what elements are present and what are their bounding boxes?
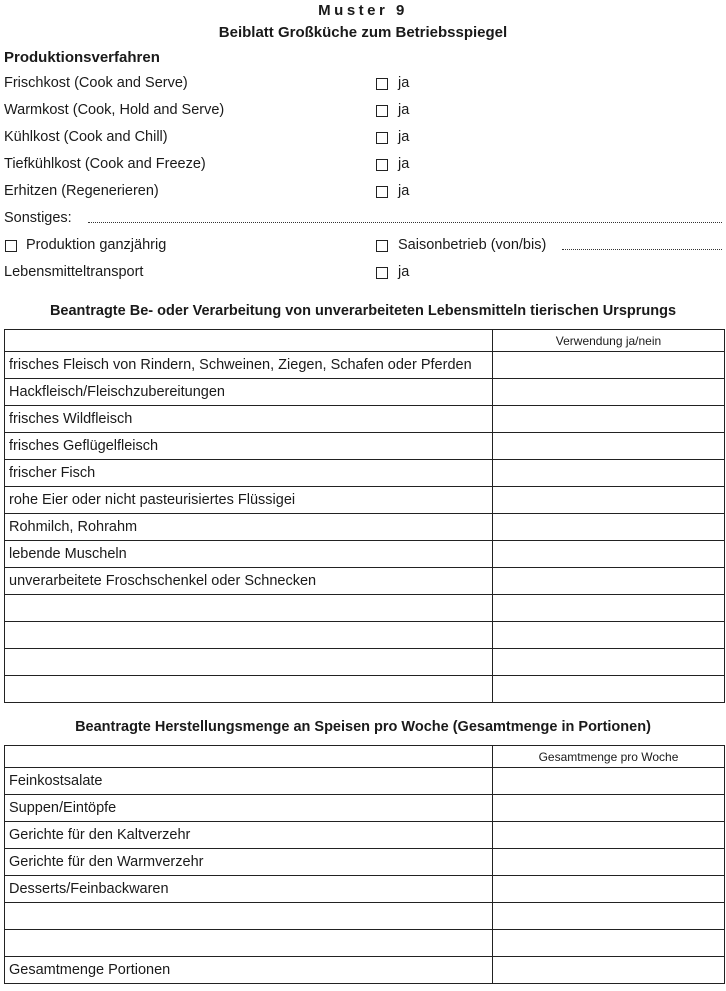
column-header-gesamtmenge: Gesamtmenge pro Woche: [493, 746, 725, 768]
verwendung-cell[interactable]: [493, 568, 725, 595]
option-label-kuehlkost: Kühlkost (Cook and Chill): [4, 129, 168, 145]
blank-label-cell[interactable]: [5, 622, 493, 649]
table-row: [5, 406, 725, 433]
row-label: unverarbeitete Froschschenkel oder Schnecken: [5, 568, 493, 595]
table-row: [5, 795, 725, 822]
row-label: Hackfleisch/Fleischzubereitungen: [5, 379, 493, 406]
ja-label: ja: [398, 156, 410, 172]
ja-label: ja: [398, 102, 410, 118]
row-label: frisches Geflügelfleisch: [5, 433, 493, 460]
row-label: frischer Fisch: [5, 460, 493, 487]
table-row-blank: [5, 595, 725, 622]
quantity-cell[interactable]: [493, 822, 725, 849]
ja-label: ja: [398, 129, 410, 145]
checkbox-frischkost[interactable]: [376, 78, 388, 90]
verwendung-cell[interactable]: [493, 649, 725, 676]
table-row: [5, 379, 725, 406]
weekly-quantity-table: [4, 745, 725, 984]
table-row-blank: [5, 930, 725, 957]
quantity-cell[interactable]: [493, 849, 725, 876]
verwendung-cell[interactable]: [493, 595, 725, 622]
row-label: frisches Wildfleisch: [5, 406, 493, 433]
quantity-cell[interactable]: [493, 930, 725, 957]
total-row: [5, 957, 725, 984]
row-label: Gerichte für den Warmverzehr: [5, 849, 493, 876]
checkbox-tiefkuehlkost[interactable]: [376, 159, 388, 171]
checkbox-ganzjaehrig[interactable]: [5, 240, 17, 252]
ja-label: ja: [398, 264, 410, 280]
table-row: [5, 768, 725, 795]
row-label: rohe Eier oder nicht pasteurisiertes Flüssigei: [5, 487, 493, 514]
row-label: lebende Muscheln: [5, 541, 493, 568]
verwendung-cell[interactable]: [493, 433, 725, 460]
option-label-warmkost: Warmkost (Cook, Hold and Serve): [4, 102, 225, 118]
animal-origin-table: [4, 329, 725, 703]
checkbox-kuehlkost[interactable]: [376, 132, 388, 144]
row-label: Feinkostsalate: [5, 768, 493, 795]
row-label: Desserts/Feinbackwaren: [5, 876, 493, 903]
verwendung-cell[interactable]: [493, 379, 725, 406]
option-label-erhitzen: Erhitzen (Regenerieren): [4, 183, 159, 199]
blank-label-cell[interactable]: [5, 649, 493, 676]
production-heading: Produktionsverfahren: [4, 49, 160, 66]
checkbox-transport[interactable]: [376, 267, 388, 279]
header-blank-cell: [5, 330, 493, 352]
table-row: [5, 568, 725, 595]
verwendung-cell[interactable]: [493, 352, 725, 379]
sonstiges-label: Sonstiges:: [4, 210, 72, 226]
verwendung-cell[interactable]: [493, 622, 725, 649]
form-title: Beiblatt Großküche zum Betriebsspiegel: [218, 24, 508, 41]
table-row: [5, 849, 725, 876]
table2-title: Beantragte Herstellungsmenge an Speisen pro Woche (Gesamtmenge in Portionen): [75, 719, 651, 735]
verwendung-cell[interactable]: [493, 460, 725, 487]
table-row: [5, 514, 725, 541]
option-label-frischkost: Frischkost (Cook and Serve): [4, 75, 188, 91]
table-row-blank: [5, 649, 725, 676]
option-label-tiefkuehlkost: Tiefkühlkost (Cook and Freeze): [4, 156, 206, 172]
ja-label: ja: [398, 75, 410, 91]
quantity-cell[interactable]: [493, 768, 725, 795]
table-row: [5, 822, 725, 849]
table-row-blank: [5, 676, 725, 703]
form-number: Muster 9: [318, 2, 408, 19]
saisonbetrieb-label: Saisonbetrieb (von/bis): [398, 237, 547, 253]
verwendung-cell[interactable]: [493, 541, 725, 568]
quantity-cell[interactable]: [493, 903, 725, 930]
row-label: Suppen/Eintöpfe: [5, 795, 493, 822]
quantity-cell[interactable]: [493, 876, 725, 903]
table-row-blank: [5, 903, 725, 930]
verwendung-cell[interactable]: [493, 487, 725, 514]
table-row: [5, 487, 725, 514]
blank-label-cell[interactable]: [5, 676, 493, 703]
row-label: Rohmilch, Rohrahm: [5, 514, 493, 541]
table-row: [5, 541, 725, 568]
table-header-row: [5, 746, 725, 768]
table-row: [5, 876, 725, 903]
table-row-blank: [5, 622, 725, 649]
verwendung-cell[interactable]: [493, 676, 725, 703]
table-row: [5, 433, 725, 460]
ja-label: ja: [398, 183, 410, 199]
sonstiges-input-line[interactable]: [88, 222, 722, 223]
verwendung-cell[interactable]: [493, 514, 725, 541]
table-row: [5, 460, 725, 487]
table-row: [5, 352, 725, 379]
total-quantity-cell[interactable]: [493, 957, 725, 984]
column-header-verwendung: Verwendung ja/nein: [493, 330, 725, 352]
blank-label-cell[interactable]: [5, 930, 493, 957]
checkbox-saisonbetrieb[interactable]: [376, 240, 388, 252]
checkbox-warmkost[interactable]: [376, 105, 388, 117]
header-blank-cell: [5, 746, 493, 768]
verwendung-cell[interactable]: [493, 406, 725, 433]
row-label: Gerichte für den Kaltverzehr: [5, 822, 493, 849]
row-label: frisches Fleisch von Rindern, Schweinen, Ziegen, Schafen oder Pferden: [5, 352, 493, 379]
blank-label-cell[interactable]: [5, 903, 493, 930]
transport-label: Lebensmitteltransport: [4, 264, 144, 280]
total-label: Gesamtmenge Portionen: [5, 957, 493, 984]
blank-label-cell[interactable]: [5, 595, 493, 622]
saisonbetrieb-input-line[interactable]: [562, 249, 722, 250]
quantity-cell[interactable]: [493, 795, 725, 822]
checkbox-erhitzen[interactable]: [376, 186, 388, 198]
table-header-row: [5, 330, 725, 352]
ganzjaehrig-label: Produktion ganzjährig: [26, 237, 167, 253]
table1-title: Beantragte Be- oder Verarbeitung von unverarbeiteten Lebensmitteln tierischen Ursprungs: [49, 303, 677, 319]
